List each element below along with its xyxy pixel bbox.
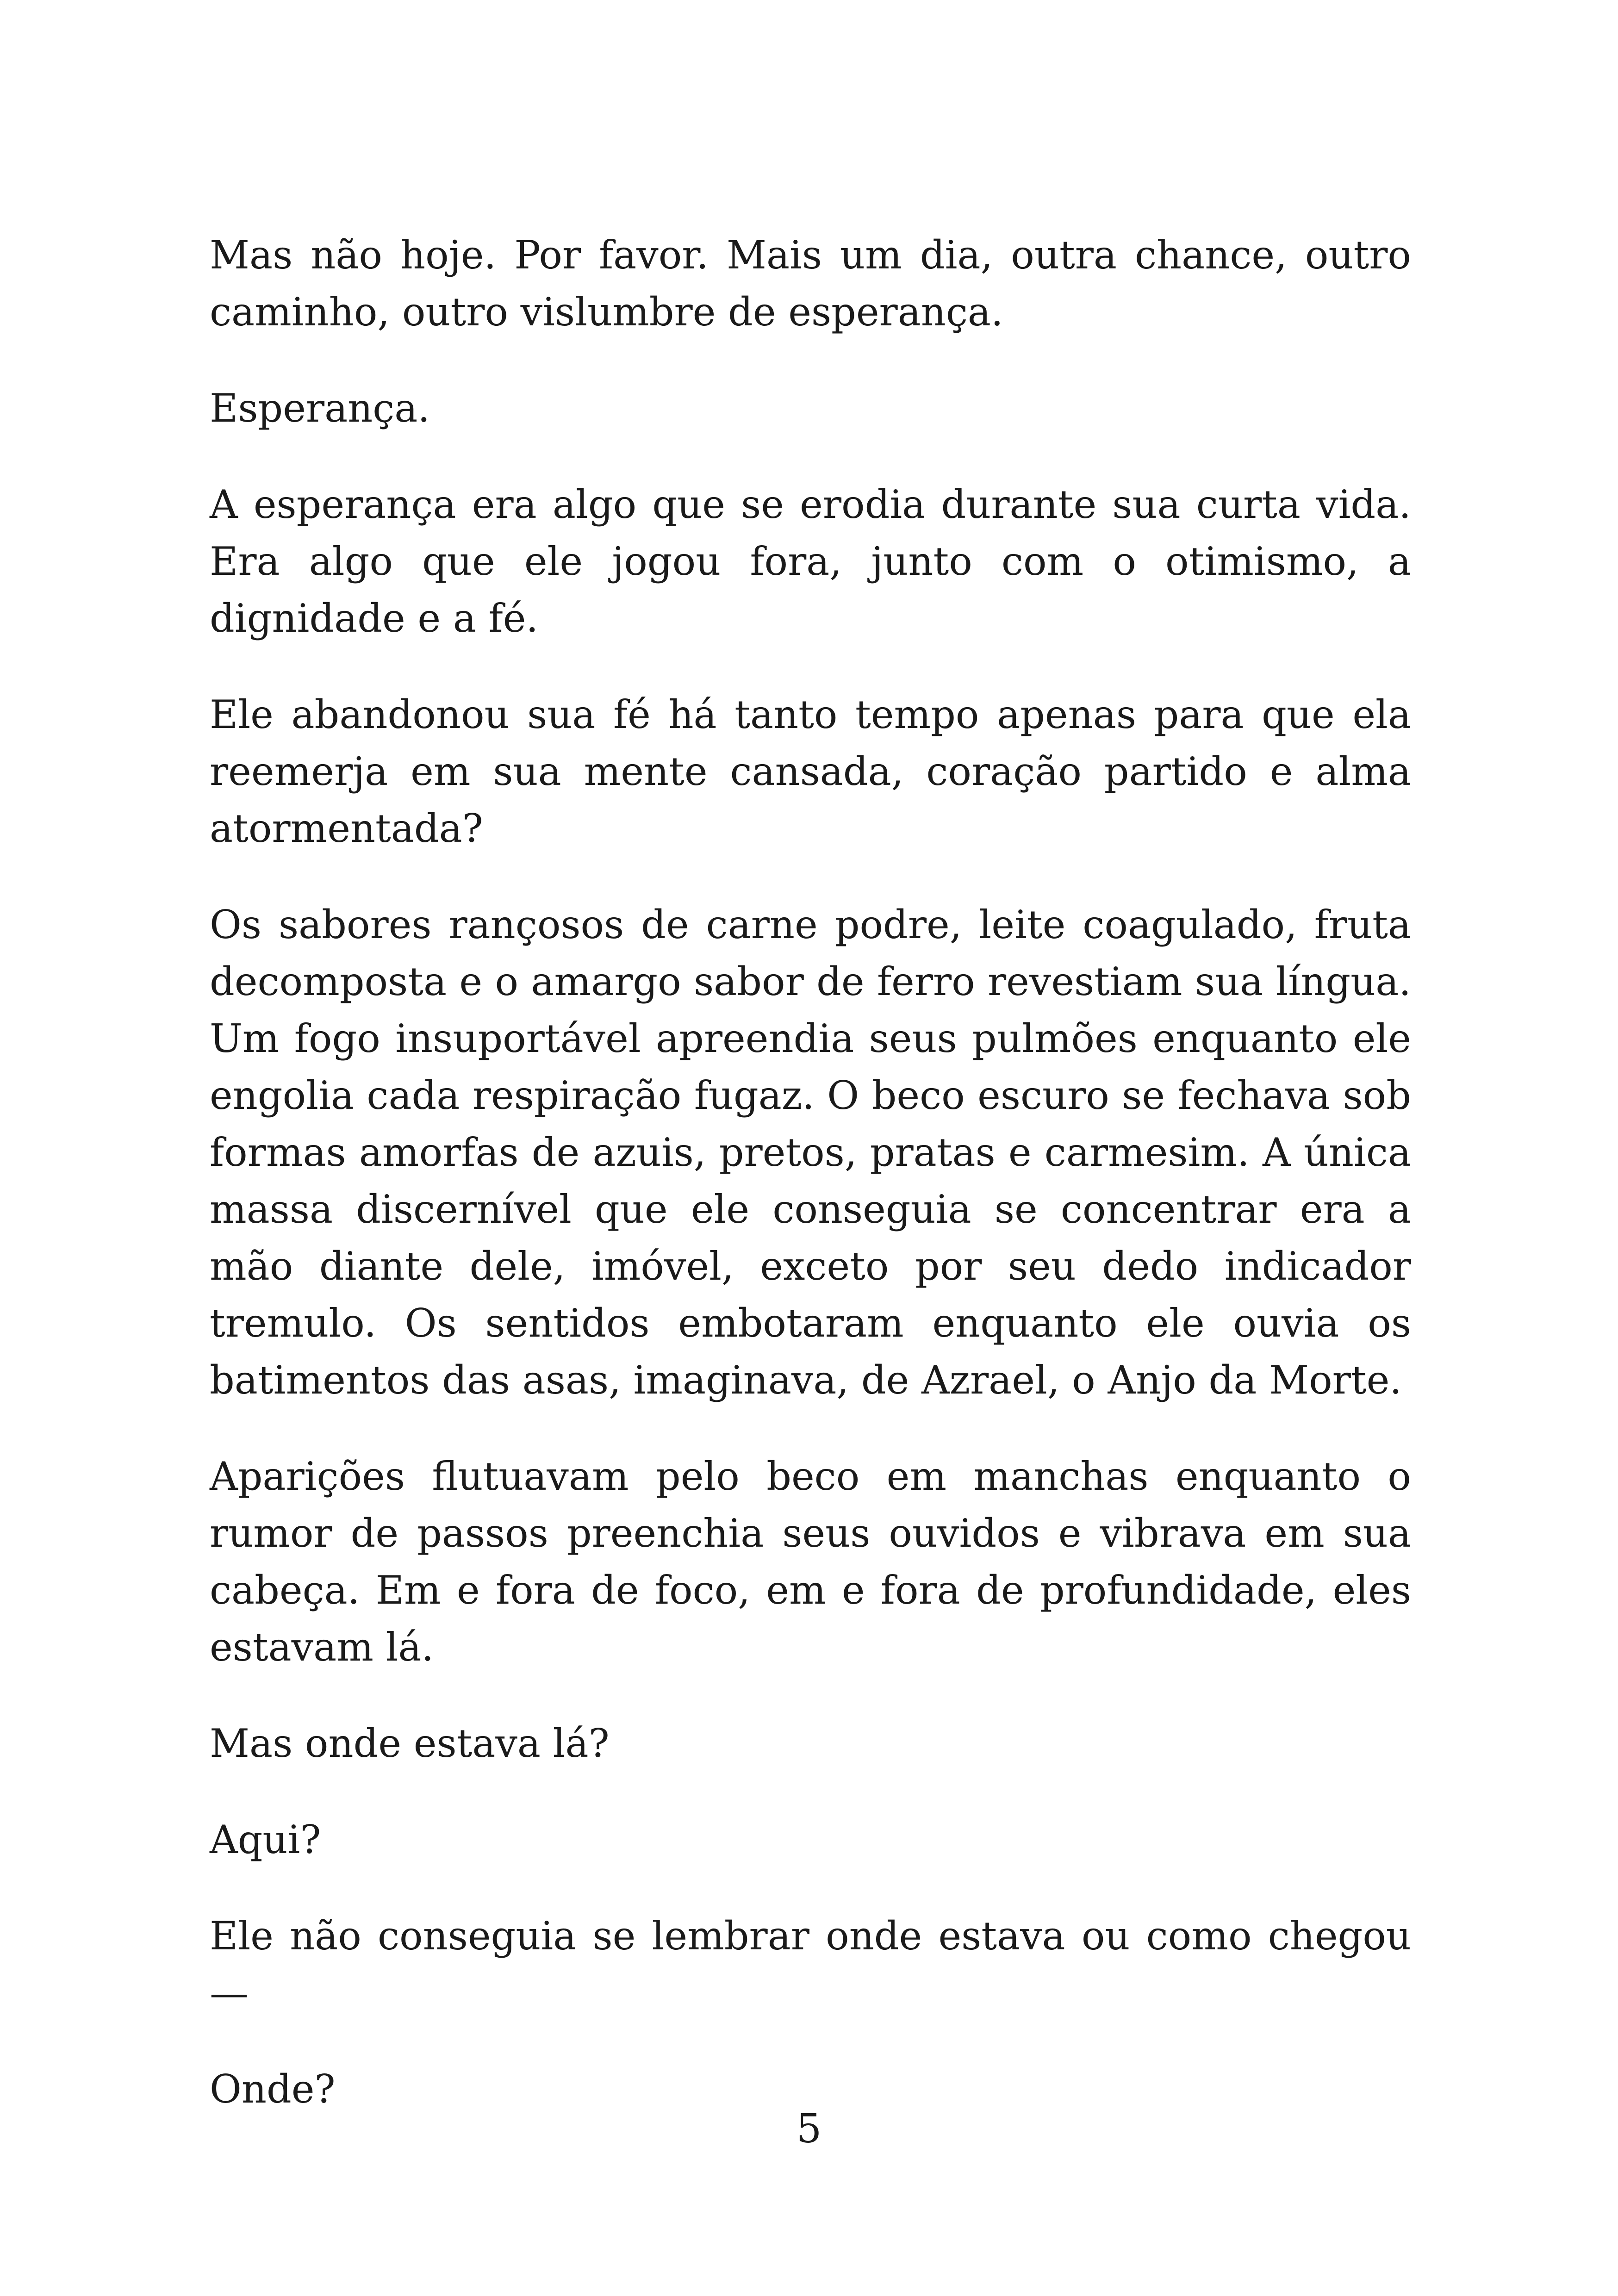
paragraph: Os sabores rançosos de carne podre, leite coagulado, fruta decomposta e o amargo sabor de ferro revestiam sua língua. Um fogo insuportável apreendia seus pulmões enquanto ele engolia cada respiração fugaz. O beco escuro se fechava sob formas amorfas de azuis, pretos, pratas e carmesim. A única massa discernível que ele conseguia se concentrar era a mão diante dele, imóvel, exceto por seu dedo indicador tremulo. Os sentidos embotaram enquanto ele ouvia os batimentos das asas, imaginava, de Azrael, o Anjo da Morte. xyxy=(210,902,1411,1403)
paragraph: Aparições flutuavam pelo beco em manchas enquanto o rumor de passos preenchia seus ouvidos e vibrava em sua cabeça. Em e fora de foco, em e fora de profundidade, eles estavam lá. xyxy=(210,1454,1411,1670)
paragraph: Onde? xyxy=(210,2066,336,2112)
body-text xyxy=(210,227,1411,2157)
paragraph: Mas não hoje. Por favor. Mais um dia, outra chance, outro caminho, outro vislumbre de esperança. xyxy=(210,232,1411,335)
paragraph: Ele abandonou sua fé há tanto tempo apenas para que ela reemerja em sua mente cansada, coração partido e alma atormentada? xyxy=(210,692,1411,851)
paragraph: Aqui? xyxy=(210,1817,321,1862)
page-number: 5 xyxy=(796,2106,822,2152)
paragraph: A esperança era algo que se erodia durante sua curta vida. Era algo que ele jogou fora, junto com o otimismo, a dignidade e a fé. xyxy=(210,482,1411,641)
paragraph: Ele não conseguia se lembrar onde estava ou como chegou— xyxy=(210,1913,1411,2016)
paragraph: Mas onde estava lá? xyxy=(210,1721,610,1766)
paragraph: Esperança. xyxy=(210,386,430,431)
